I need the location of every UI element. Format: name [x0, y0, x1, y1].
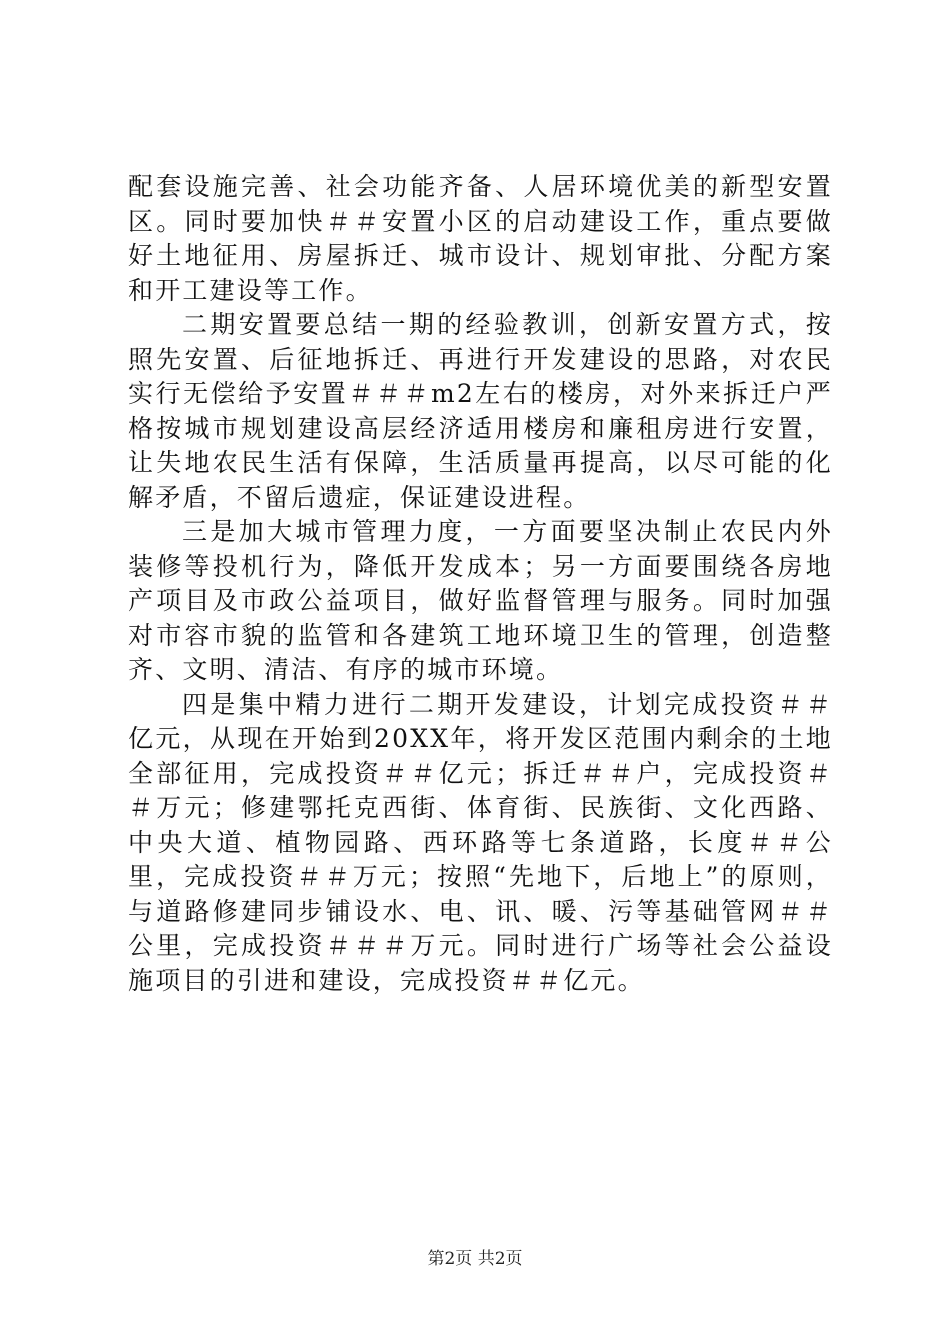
page-number-footer: 第2页 共2页: [427, 1249, 523, 1269]
paragraph-1: 配套设施完善、社会功能齐备、人居环境优美的新型安置区。同时要加快＃＃安置小区的启动建设工作，重点要做好土地征用、房屋拆迁、城市设计、规划审批、分配方案和开工建设等工作。: [128, 172, 833, 305]
paragraph-3: 三是加大城市管理力度，一方面要坚决制止农民内外装修等投机行为，降低开发成本；另一方面要围绕各房地产项目及市政公益项目，做好监督管理与服务。同时加强对市容市貌的监管和各建筑工地环境卫生的管理，创造整齐、文明、清洁、有序的城市环境。: [128, 517, 833, 684]
paragraph-2: 二期安置要总结一期的经验教训，创新安置方式，按照先安置、后征地拆迁、再进行开发建设的思路，对农民实行无偿给予安置＃＃＃m2左右的楼房，对外来拆迁户严格按城市规划建设高层经济适用楼房和廉租房进行安置，让失地农民生活有保障，生活质量再提高，以尽可能的化解矛盾，不留后遗症，保证建设进程。: [128, 310, 833, 512]
paragraph-4: 四是集中精力进行二期开发建设，计划完成投资＃＃亿元，从现在开始到20XX年，将开发区范围内剩余的土地全部征用，完成投资＃＃亿元；拆迁＃＃户，完成投资＃＃万元；修建鄂托克西街、体育街、民族街、文化西路、中央大道、植物园路、西环路等七条道路，长度＃＃公里，完成投资＃＃万元；按照“先地下，后地上”的原则，与道路修建同步铺设水、电、讯、暖、污等基础管网＃＃公里，完成投资＃＃＃万元。同时进行广场等社会公益设施项目的引进和建设，完成投资＃＃亿元。: [128, 689, 833, 995]
document-body: [128, 170, 833, 998]
